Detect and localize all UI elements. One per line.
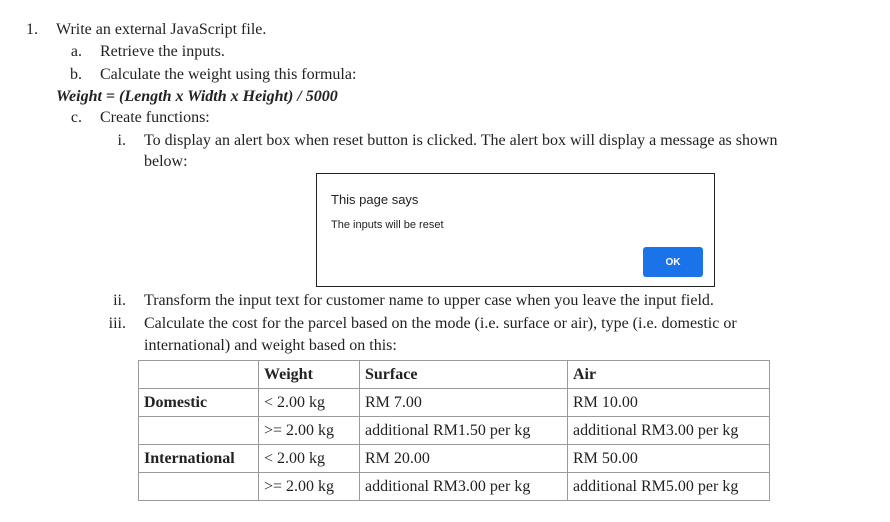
alert-dialog [316,173,715,287]
air-cost-cell: RM 10.00 [568,389,770,417]
weight-cell: >= 2.00 kg [259,473,360,501]
item-ii-text: Transform the input text for customer name to upper case when you leave the input field. [144,292,714,309]
item-c-marker: c. [70,109,82,126]
item-b-text: Calculate the weight using this formula: [100,66,357,83]
item-i-line2: below: [144,153,188,170]
row-type-cell: International [139,445,259,473]
air-cost-cell: additional RM3.00 per kg [568,417,770,445]
table-row [139,389,770,417]
table-header-row [139,361,770,389]
header-cell-empty [139,361,259,389]
header-air: Air [568,361,770,389]
item-i-marker: i. [117,132,126,149]
item-a-marker: a. [70,43,82,60]
row-type-cell [139,473,259,501]
row-type-cell: Domestic [139,389,259,417]
alert-title: This page says [331,192,419,207]
weight-formula: Weight = (Length x Width x Height) / 5000 [56,88,338,105]
row-type-cell [139,417,259,445]
table-row [139,473,770,501]
header-surface: Surface [360,361,568,389]
item-iii-line2: international) and weight based on this: [144,337,397,354]
item-b-marker: b. [70,66,82,83]
table-row [139,445,770,473]
surface-cost-cell: additional RM1.50 per kg [360,417,568,445]
weight-cell: < 2.00 kg [259,389,360,417]
item-a-text: Retrieve the inputs. [100,43,225,60]
item-1-marker: 1. [26,21,38,38]
item-1-text: Write an external JavaScript file. [56,21,267,38]
air-cost-cell: additional RM5.00 per kg [568,473,770,501]
alert-message: The inputs will be reset [331,219,444,231]
item-i-line1: To display an alert box when reset button is clicked. The alert box will display a message as shown [144,132,778,149]
air-cost-cell: RM 50.00 [568,445,770,473]
ok-button[interactable]: OK [643,247,703,277]
table-row [139,417,770,445]
weight-cell: >= 2.00 kg [259,417,360,445]
item-iii-marker: iii. [108,315,126,332]
surface-cost-cell: RM 20.00 [360,445,568,473]
item-ii-marker: ii. [113,292,126,309]
cost-table [138,360,770,501]
surface-cost-cell: RM 7.00 [360,389,568,417]
weight-cell: < 2.00 kg [259,445,360,473]
item-iii-line1: Calculate the cost for the parcel based on the mode (i.e. surface or air), type (i.e. domestic or [144,315,737,332]
item-c-text: Create functions: [100,109,210,126]
surface-cost-cell: additional RM3.00 per kg [360,473,568,501]
header-weight: Weight [259,361,360,389]
